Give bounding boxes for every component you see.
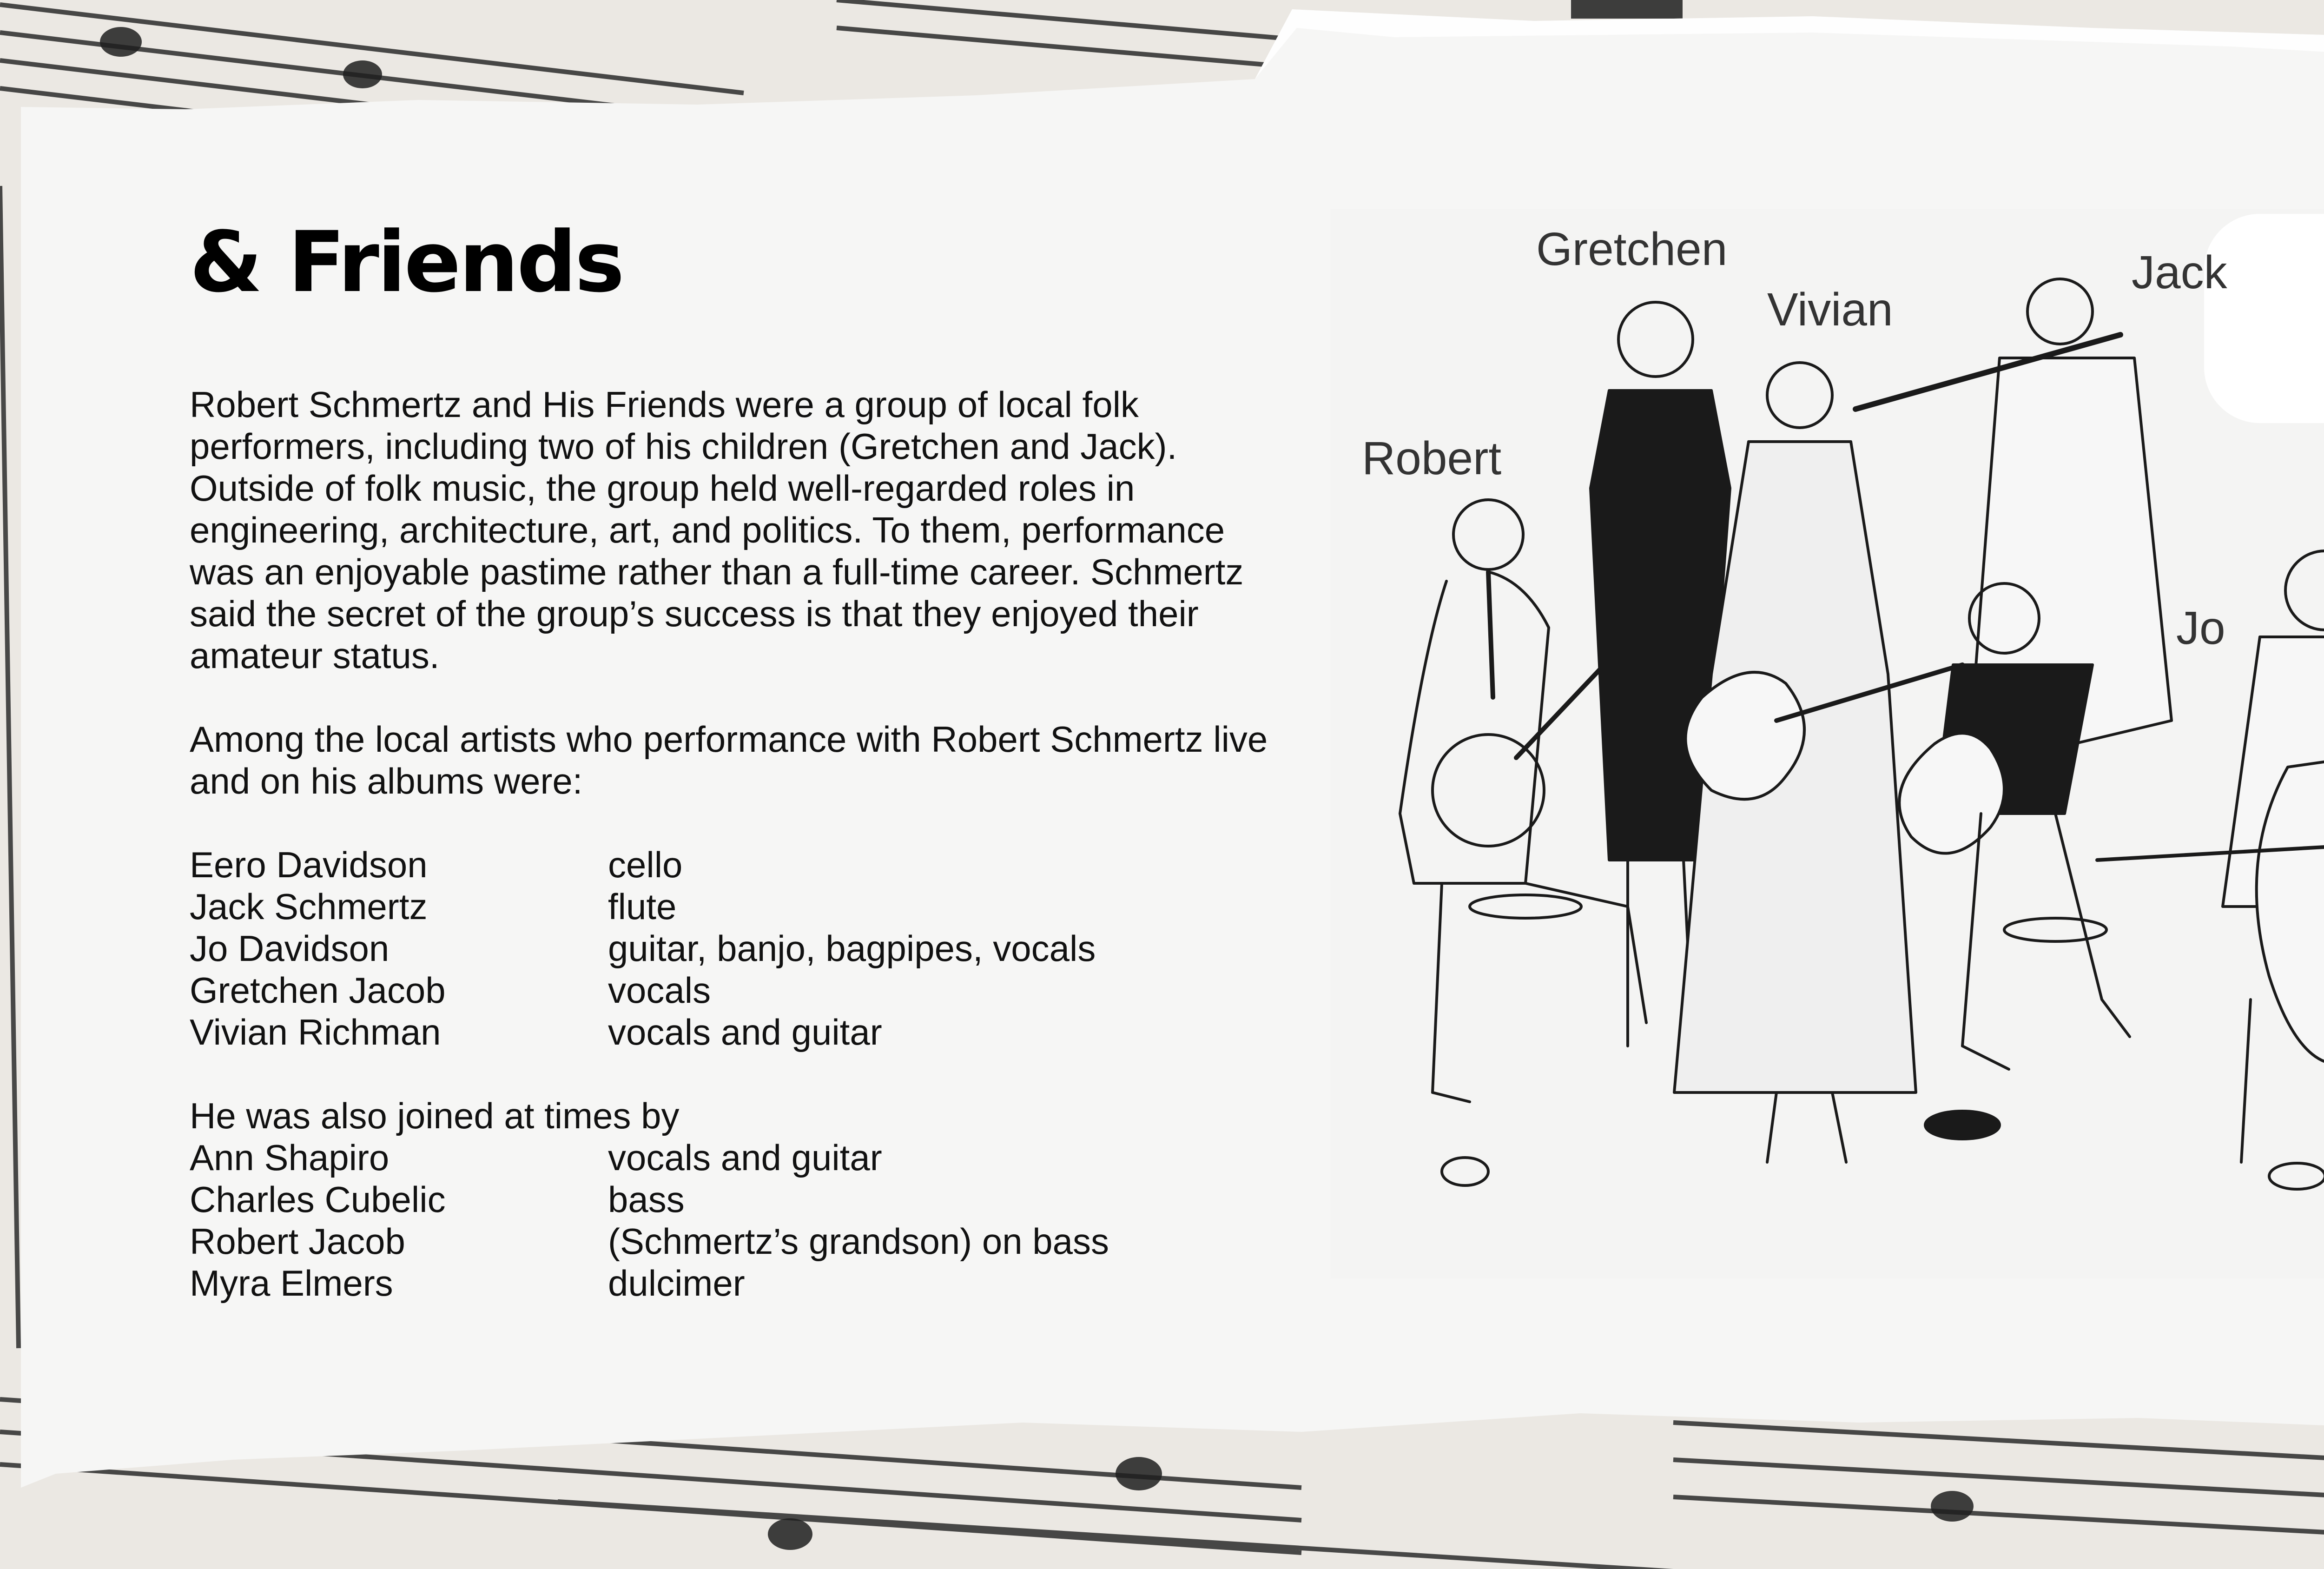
artist-name: Robert Jacob xyxy=(190,1221,405,1262)
list-item xyxy=(190,1220,1273,1262)
list-item xyxy=(190,1178,1273,1220)
illus-label-vivian: Vivian xyxy=(1767,284,1893,336)
artist-role: guitar, banjo, bagpipes, vocals xyxy=(608,928,1096,969)
artist-name: Charles Cubelic xyxy=(190,1179,446,1220)
artist-role: dulcimer xyxy=(608,1263,745,1304)
artists-list xyxy=(190,844,1273,1053)
artist-name: Gretchen Jacob xyxy=(190,970,446,1011)
list-item xyxy=(190,1262,1273,1304)
page-title: & Friends xyxy=(190,214,623,311)
artist-name: Myra Elmers xyxy=(190,1263,393,1304)
artist-role: (Schmertz’s grandson) on bass xyxy=(608,1221,1109,1262)
list-item xyxy=(190,927,1273,969)
illus-label-robert: Robert xyxy=(1362,432,1502,484)
artist-role: vocals xyxy=(608,970,711,1011)
illus-label-jack: Jack xyxy=(2132,246,2227,298)
artist-name: Ann Shapiro xyxy=(190,1137,390,1178)
list-item xyxy=(190,969,1273,1011)
artist-role: flute xyxy=(608,886,677,927)
illus-label-gretchen: Gretchen xyxy=(1536,223,1728,275)
others-list xyxy=(190,1137,1273,1304)
artist-name: Vivian Richman xyxy=(190,1012,441,1053)
band-illustration xyxy=(1330,209,2324,1278)
artist-role: vocals and guitar xyxy=(608,1012,882,1053)
also-intro: He was also joined at times by xyxy=(190,1095,680,1136)
artist-role: bass xyxy=(608,1179,685,1220)
artist-role: vocals and guitar xyxy=(608,1137,882,1178)
artist-name: Eero Davidson xyxy=(190,844,428,885)
body-text xyxy=(190,384,1273,1304)
illus-label-jo: Jo xyxy=(2176,602,2225,654)
artist-name: Jack Schmertz xyxy=(190,886,428,927)
artist-name: Jo Davidson xyxy=(190,928,390,969)
artists-intro: Among the local artists who performance with Robert Schmertz live and on his albums were: xyxy=(190,719,1268,801)
intro-paragraph: Robert Schmertz and His Friends were a group of local folk performers, including two of his children (Gretchen and Jack). Outside of folk music, the group held well-regarded roles in engineering, architecture, art, and politics. To them, performance was an enjoyable pastime rather than a full-time career. Schmertz said the secret of the group’s success is that they enjoyed their amateur status. xyxy=(190,384,1244,676)
list-item xyxy=(190,844,1273,886)
list-item xyxy=(190,886,1273,927)
list-item xyxy=(190,1137,1273,1178)
list-item xyxy=(190,1011,1273,1053)
artist-role: cello xyxy=(608,844,683,885)
